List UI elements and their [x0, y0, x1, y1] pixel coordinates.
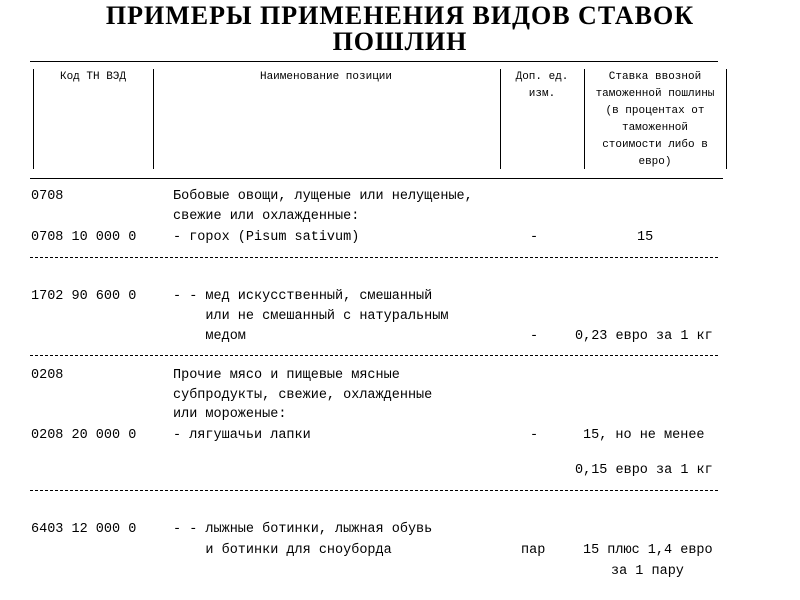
- row-unit: -: [530, 329, 539, 344]
- title-block: [0, 0, 800, 52]
- row-unit: пар: [521, 543, 546, 558]
- header-rate-line: (в процентах от: [605, 105, 705, 117]
- header-rate-line: Ставка ввозной: [608, 71, 702, 83]
- row-unit: -: [530, 230, 539, 245]
- row-rate-line: 0,23 евро за 1 кг: [575, 329, 713, 344]
- row-name-line: медом: [173, 329, 246, 344]
- header-unit-line: Доп. ед.: [515, 71, 569, 83]
- header-name: Наименование позиции: [259, 71, 393, 83]
- row-name-line: и ботинки для сноуборда: [173, 543, 392, 558]
- header-top-rule: [30, 61, 718, 62]
- page-title-line-2: ПОШЛИН: [332, 27, 468, 52]
- row-name-line: - горох (Pisum sativum): [173, 230, 360, 245]
- row-rate-line: 15, но не менее: [583, 428, 705, 443]
- row-name-line: Прочие мясо и пищевые мясные: [173, 368, 400, 383]
- row-name-line: Бобовые овощи, лущеные или нелущеные,: [173, 189, 473, 204]
- header-bottom-rule: [30, 178, 723, 179]
- row-unit: -: [530, 428, 539, 443]
- header-rate-line: таможенной: [621, 122, 688, 134]
- column-divider: [584, 69, 585, 169]
- row-name-line: - - лыжные ботинки, лыжная обувь: [173, 522, 433, 537]
- row-code: 0708: [31, 189, 64, 204]
- row-code: 0708 10 000 0: [31, 230, 137, 245]
- column-divider: [726, 69, 727, 169]
- header-unit-line: изм.: [528, 88, 556, 100]
- row-separator: [30, 355, 718, 356]
- column-divider: [500, 69, 501, 169]
- row-name-line: - - мед искусственный, смешанный: [173, 289, 433, 304]
- row-rate-line: 15 плюс 1,4 евро: [583, 543, 713, 558]
- row-name-line: субпродукты, свежие, охлажденные: [173, 388, 433, 403]
- row-name-line: - лягушачьи лапки: [173, 428, 311, 443]
- header-code: Код ТН ВЭД: [59, 71, 126, 83]
- row-code: 0208 20 000 0: [31, 428, 137, 443]
- row-name-line: или мороженые:: [173, 407, 287, 422]
- row-name-line: или не смешанный с натуральным: [173, 309, 449, 324]
- header-rate-line: евро): [638, 156, 672, 168]
- row-separator: [30, 257, 718, 258]
- page-title-line-1: ПРИМЕРЫ ПРИМЕНЕНИЯ ВИДОВ СТАВОК: [105, 1, 695, 30]
- row-rate-line: 15: [637, 230, 654, 245]
- row-code: 1702 90 600 0: [31, 289, 137, 304]
- row-separator: [30, 490, 718, 491]
- header-rate-line: таможенной пошлины: [595, 88, 715, 100]
- row-code: 0208: [31, 368, 64, 383]
- column-divider: [153, 69, 154, 169]
- row-rate-line: 0,15 евро за 1 кг: [575, 463, 713, 478]
- row-name-line: свежие или охлажденные:: [173, 209, 360, 224]
- header-rate-line: стоимости либо в: [602, 139, 708, 151]
- row-code: 6403 12 000 0: [31, 522, 137, 537]
- column-divider: [33, 69, 34, 169]
- row-rate-line: за 1 пару: [611, 564, 684, 579]
